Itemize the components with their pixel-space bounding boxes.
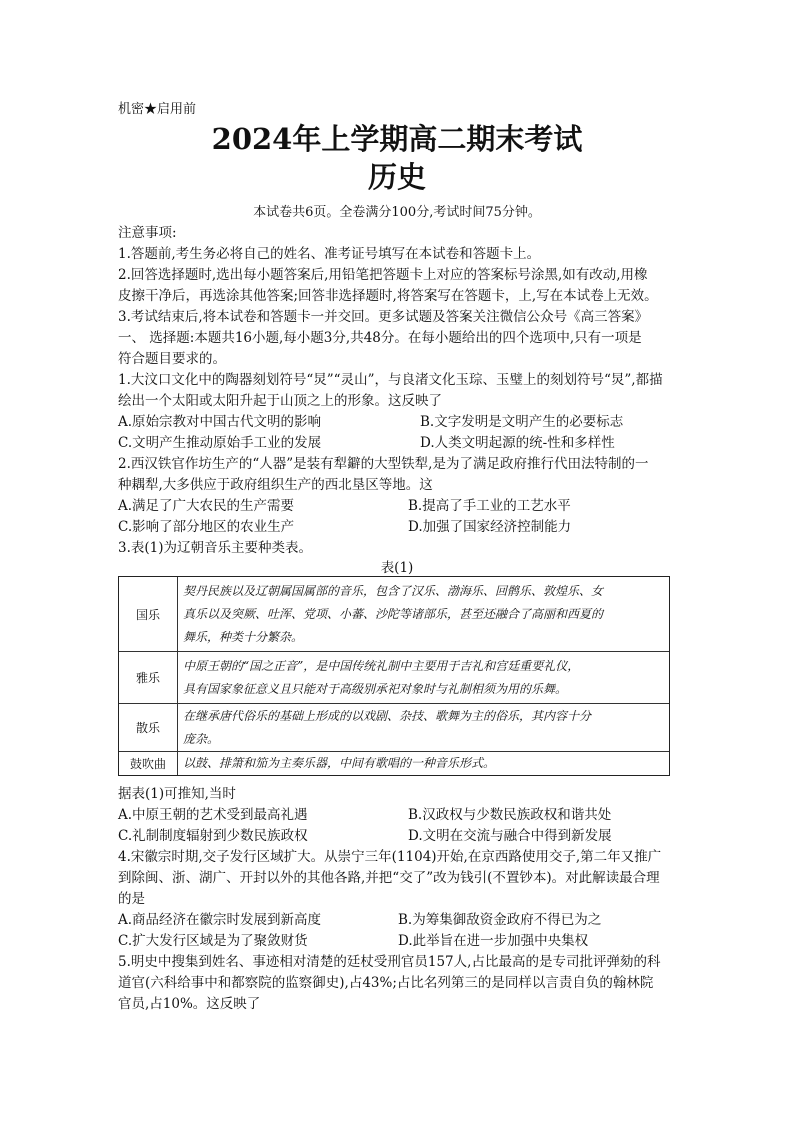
q4-stem-line1: 4.宋徽宗时期,交子发行区域扩大。从崇宁三年(1104)开始,在京西路使用交子,第二年又推广 — [118, 849, 662, 865]
table-row-label: 鼓吹曲 — [119, 752, 178, 775]
exam-title: 2024年上学期高二期末考试 — [211, 122, 583, 156]
q3-option-d: D.文明在交流与融合中得到新发展 — [408, 828, 612, 844]
table-row — [119, 703, 669, 751]
q5-stem-line2: 道官(六科给事中和都察院的监察御史),占43%;占比名列第三的是同样以言责自负的翰林院 — [118, 975, 654, 991]
note-1: 1.答题前,考生务必将自己的姓名、准考证号填写在本试卷和答题卡上。 — [118, 246, 541, 262]
q1-option-d: D.人类文明起源的统-性和多样性 — [420, 435, 615, 451]
table-cell-line: 契丹民族以及辽朝属国属部的音乐，包含了汉乐、渤海乐、回鹘乐、敦煌乐、女 — [183, 583, 604, 598]
table-row-content — [183, 752, 663, 775]
table-caption: 表(1) — [380, 560, 414, 576]
note-2-line2: 皮擦干净后，再选涂其他答案;回答非选择题时,将答案写在答题卡，上,写在本试卷上无效。 — [118, 288, 658, 304]
q4-option-a: A.商品经济在徽宗时发展到新高度 — [118, 912, 322, 928]
table-cell-line: 中原王朝的“国之正音”，是中国传统礼制中主要用于吉礼和宫廷重要礼仪， — [183, 658, 580, 673]
note-2-line1: 2.回答选择题时,选出每小题答案后,用铅笔把答题卡上对应的答案标号涂黑,如有改动,用橡 — [118, 267, 648, 283]
q1-stem-line1: 1.大汶口文化中的陶器刻划符号“炅”“灵山”，与良渚文化玉琮、玉璧上的刻划符号“炅”,都描 — [118, 372, 663, 388]
q2-option-c: C.影响了部分地区的农业生产 — [118, 519, 295, 535]
q4-option-d: D.此举旨在进一步加强中央集权 — [398, 933, 589, 949]
table-row — [119, 651, 669, 703]
table-row-label: 散乐 — [119, 704, 178, 751]
table-row-content — [183, 704, 663, 751]
q1-stem-line2: 绘出一个太阳或太阳升起于山顶之上的形象。这反映了 — [118, 393, 442, 409]
q1-option-a: A.原始宗教对中国古代文明的影响 — [118, 414, 322, 430]
notes-heading: 注意事项: — [118, 225, 177, 241]
q2-option-b: B.提高了手工业的工艺水平 — [408, 498, 571, 514]
table-row — [119, 751, 669, 775]
table-row-content — [183, 577, 663, 651]
confidential-mark: 机密★启用前 — [118, 102, 197, 117]
q4-stem-line3: 的是 — [118, 891, 145, 907]
q3-after: 据表(1)可推知,当时 — [118, 786, 236, 802]
table-cell-line: 以鼓、排箫和笳为主奏乐器，中间有歌唱的一种音乐形式。 — [183, 756, 496, 770]
table-row-label: 国乐 — [119, 577, 178, 651]
q3-stem: 3.表(1)为辽朝音乐主要种类表。 — [118, 540, 313, 556]
liao-music-table — [118, 576, 670, 776]
table-row-content — [183, 652, 663, 703]
table-cell-line: 在继承唐代俗乐的基础上形成的以戏剧、杂技、歌舞为主的俗乐，其内容十分 — [183, 708, 592, 723]
q2-stem-line1: 2.西汉铁官作坊生产的“人器”是装有犁鐴的大型铁犁,是为了满足政府推行代田法特制的一 — [118, 456, 649, 472]
q3-option-c: C.礼制制度辐射到少数民族政权 — [118, 828, 308, 844]
q4-stem-line2: 到除闽、浙、湖广、开封以外的其他各路,并把“交了”改为钱引(不置钞本)。对此解读最合理 — [118, 870, 660, 886]
q2-option-a: A.满足了广大农民的生产需要 — [118, 498, 295, 514]
q3-option-b: B.汉政权与少数民族政权和谐共处 — [408, 807, 612, 823]
table-cell-line: 真乐以及突厥、吐浑、党项、小蕃、沙陀等诸部乐，甚至还融合了高丽和西夏的 — [183, 606, 604, 621]
table-row — [119, 577, 669, 651]
q5-stem-line3: 官员,占10%。这反映了 — [118, 996, 261, 1012]
q2-option-d: D.加强了国家经济控制能力 — [408, 519, 572, 535]
q2-stem-line2: 种耦犁,大多供应于政府组织生产的西北垦区等地。这 — [118, 477, 433, 493]
q4-option-c: C.扩大发行区域是为了聚敛财货 — [118, 933, 308, 949]
table-cell-line: 舞乐，种类十分繁杂。 — [183, 629, 304, 644]
table-cell-line: 庞杂。 — [183, 731, 220, 746]
table-row-label: 雅乐 — [119, 652, 178, 703]
note-3: 3.考试结束后,将本试卷和答题卡一并交回。更多试题及答案关注微信公众号《高三答案》 — [118, 309, 649, 325]
table-cell-line: 具有国家象征意义且只能对于高级别承祀对象时与礼制相须为用的乐舞。 — [183, 681, 568, 696]
exam-meta: 本试卷共6页。全卷满分100分,考试时间75分钟。 — [253, 205, 541, 220]
q1-option-c: C.文明产生推动原始手工业的发展 — [118, 435, 322, 451]
q5-stem-line1: 5.明史中搜集到姓名、事迹相对清楚的廷杖受刑官员157人,占比最高的是专司批评弹劾的科 — [118, 954, 661, 970]
exam-subject: 历史 — [367, 160, 426, 194]
q4-option-b: B.为筹集御敌资金政府不得已为之 — [398, 912, 602, 928]
section-heading-line1: 一、 选择题:本题共16小题,每小题3分,共48分。在每小题给出的四个选项中,只有一项是 — [118, 330, 642, 346]
q1-option-b: B.文字发明是文明产生的必要标志 — [420, 414, 624, 430]
section-heading-line2: 符合题目要求的。 — [118, 351, 226, 367]
q3-option-a: A.中原王朝的艺术受到最高礼遇 — [118, 807, 308, 823]
